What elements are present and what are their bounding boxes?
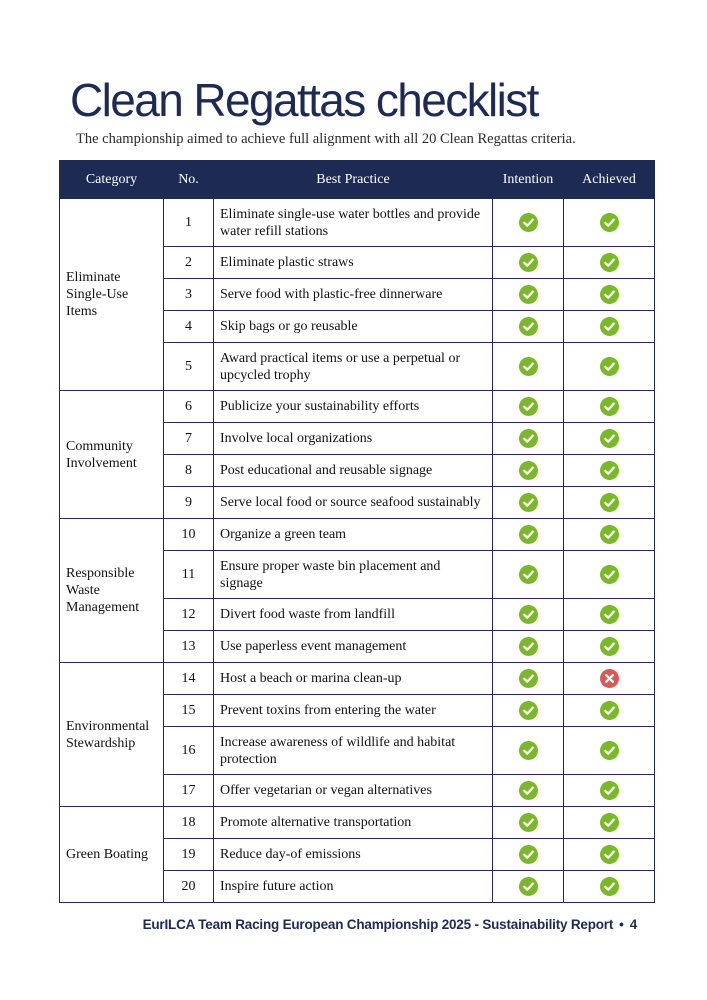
- check-icon: [519, 565, 538, 584]
- page-number: 4: [629, 917, 637, 932]
- best-practice-cell: Reduce day-of emissions: [214, 839, 493, 871]
- intention-cell: [493, 279, 564, 311]
- best-practice-cell: Serve local food or source seafood sustainably: [214, 487, 493, 519]
- row-number: 10: [164, 519, 214, 551]
- check-icon: [519, 397, 538, 416]
- page-title: Clean Regattas checklist: [70, 74, 538, 126]
- check-icon: [600, 637, 619, 656]
- check-icon: [519, 525, 538, 544]
- intention-cell: [493, 455, 564, 487]
- best-practice-cell: Increase awareness of wildlife and habitat protection: [214, 727, 493, 775]
- check-icon: [519, 357, 538, 376]
- table-row: [60, 199, 655, 247]
- achieved-cell: [564, 871, 655, 903]
- best-practice-cell: Award practical items or use a perpetual or upcycled trophy: [214, 343, 493, 391]
- achieved-cell: [564, 247, 655, 279]
- check-icon: [519, 669, 538, 688]
- achieved-cell: [564, 455, 655, 487]
- intention-cell: [493, 487, 564, 519]
- category-cell: Community Involvement: [60, 391, 164, 519]
- row-number: 13: [164, 631, 214, 663]
- check-icon: [600, 253, 619, 272]
- intention-cell: [493, 871, 564, 903]
- check-icon: [519, 701, 538, 720]
- check-icon: [519, 781, 538, 800]
- intention-cell: [493, 599, 564, 631]
- table-row: [60, 663, 655, 695]
- achieved-cell: [564, 807, 655, 839]
- row-number: 12: [164, 599, 214, 631]
- check-icon: [519, 461, 538, 480]
- row-number: 16: [164, 727, 214, 775]
- header-intention: Intention: [493, 161, 564, 199]
- check-icon: [600, 357, 619, 376]
- check-icon: [600, 461, 619, 480]
- check-icon: [600, 397, 619, 416]
- best-practice-cell: Skip bags or go reusable: [214, 311, 493, 343]
- check-icon: [600, 525, 619, 544]
- intention-cell: [493, 391, 564, 423]
- footer-separator: •: [619, 917, 624, 932]
- best-practice-cell: Offer vegetarian or vegan alternatives: [214, 775, 493, 807]
- row-number: 15: [164, 695, 214, 727]
- best-practice-cell: Use paperless event management: [214, 631, 493, 663]
- best-practice-cell: Serve food with plastic-free dinnerware: [214, 279, 493, 311]
- achieved-cell: [564, 695, 655, 727]
- row-number: 5: [164, 343, 214, 391]
- intention-cell: [493, 839, 564, 871]
- page-footer: [143, 917, 637, 932]
- header-best-practice: Best Practice: [214, 161, 493, 199]
- check-icon: [519, 493, 538, 512]
- achieved-cell: [564, 727, 655, 775]
- row-number: 11: [164, 551, 214, 599]
- achieved-cell: [564, 343, 655, 391]
- table-header-row: [60, 161, 655, 199]
- achieved-cell: [564, 839, 655, 871]
- footer-report-title: EurILCA Team Racing European Championship 2025 - Sustainability Report: [142, 917, 614, 932]
- intention-cell: [493, 727, 564, 775]
- row-number: 8: [164, 455, 214, 487]
- achieved-cell: [564, 599, 655, 631]
- best-practice-cell: Prevent toxins from entering the water: [214, 695, 493, 727]
- row-number: 4: [164, 311, 214, 343]
- row-number: 19: [164, 839, 214, 871]
- best-practice-cell: Eliminate single-use water bottles and provide water refill stations: [214, 199, 493, 247]
- category-cell: Green Boating: [60, 807, 164, 903]
- check-icon: [600, 781, 619, 800]
- check-icon: [600, 565, 619, 584]
- achieved-cell: [564, 551, 655, 599]
- check-icon: [519, 253, 538, 272]
- page-subtitle: The championship aimed to achieve full alignment with all 20 Clean Regattas criteria.: [76, 131, 576, 147]
- check-icon: [519, 637, 538, 656]
- intention-cell: [493, 551, 564, 599]
- table-row: [60, 807, 655, 839]
- best-practice-cell: Ensure proper waste bin placement and signage: [214, 551, 493, 599]
- check-icon: [519, 317, 538, 336]
- best-practice-cell: Organize a green team: [214, 519, 493, 551]
- row-number: 18: [164, 807, 214, 839]
- achieved-cell: [564, 775, 655, 807]
- achieved-cell: [564, 199, 655, 247]
- achieved-cell: [564, 663, 655, 695]
- table-row: [60, 519, 655, 551]
- check-icon: [519, 741, 538, 760]
- category-cell: Eliminate Single-Use Items: [60, 199, 164, 391]
- row-number: 14: [164, 663, 214, 695]
- best-practice-cell: Publicize your sustainability efforts: [214, 391, 493, 423]
- row-number: 2: [164, 247, 214, 279]
- header-category: Category: [60, 161, 164, 199]
- row-number: 20: [164, 871, 214, 903]
- header-no: No.: [164, 161, 214, 199]
- best-practice-cell: Inspire future action: [214, 871, 493, 903]
- check-icon: [600, 493, 619, 512]
- check-icon: [600, 429, 619, 448]
- check-icon: [600, 741, 619, 760]
- check-icon: [519, 877, 538, 896]
- row-number: 17: [164, 775, 214, 807]
- check-icon: [519, 605, 538, 624]
- intention-cell: [493, 519, 564, 551]
- achieved-cell: [564, 279, 655, 311]
- best-practice-cell: Post educational and reusable signage: [214, 455, 493, 487]
- check-icon: [600, 317, 619, 336]
- category-cell: Responsible Waste Management: [60, 519, 164, 663]
- intention-cell: [493, 343, 564, 391]
- achieved-cell: [564, 631, 655, 663]
- check-icon: [600, 701, 619, 720]
- check-icon: [519, 285, 538, 304]
- best-practice-cell: Divert food waste from landfill: [214, 599, 493, 631]
- cross-icon: [600, 669, 619, 688]
- intention-cell: [493, 775, 564, 807]
- check-icon: [519, 813, 538, 832]
- table-row: [60, 391, 655, 423]
- header-achieved: Achieved: [564, 161, 655, 199]
- achieved-cell: [564, 391, 655, 423]
- category-cell: Environmental Stewardship: [60, 663, 164, 807]
- row-number: 3: [164, 279, 214, 311]
- best-practice-cell: Host a beach or marina clean-up: [214, 663, 493, 695]
- check-icon: [600, 213, 619, 232]
- check-icon: [519, 213, 538, 232]
- check-icon: [600, 605, 619, 624]
- clean-regattas-table: [59, 160, 655, 903]
- check-icon: [600, 813, 619, 832]
- check-icon: [519, 429, 538, 448]
- best-practice-cell: Eliminate plastic straws: [214, 247, 493, 279]
- best-practice-cell: Involve local organizations: [214, 423, 493, 455]
- check-icon: [600, 285, 619, 304]
- row-number: 1: [164, 199, 214, 247]
- achieved-cell: [564, 423, 655, 455]
- row-number: 7: [164, 423, 214, 455]
- intention-cell: [493, 423, 564, 455]
- best-practice-cell: Promote alternative transportation: [214, 807, 493, 839]
- intention-cell: [493, 311, 564, 343]
- row-number: 6: [164, 391, 214, 423]
- intention-cell: [493, 807, 564, 839]
- achieved-cell: [564, 311, 655, 343]
- intention-cell: [493, 663, 564, 695]
- intention-cell: [493, 631, 564, 663]
- achieved-cell: [564, 519, 655, 551]
- intention-cell: [493, 247, 564, 279]
- check-icon: [600, 877, 619, 896]
- check-icon: [600, 845, 619, 864]
- intention-cell: [493, 695, 564, 727]
- intention-cell: [493, 199, 564, 247]
- achieved-cell: [564, 487, 655, 519]
- row-number: 9: [164, 487, 214, 519]
- check-icon: [519, 845, 538, 864]
